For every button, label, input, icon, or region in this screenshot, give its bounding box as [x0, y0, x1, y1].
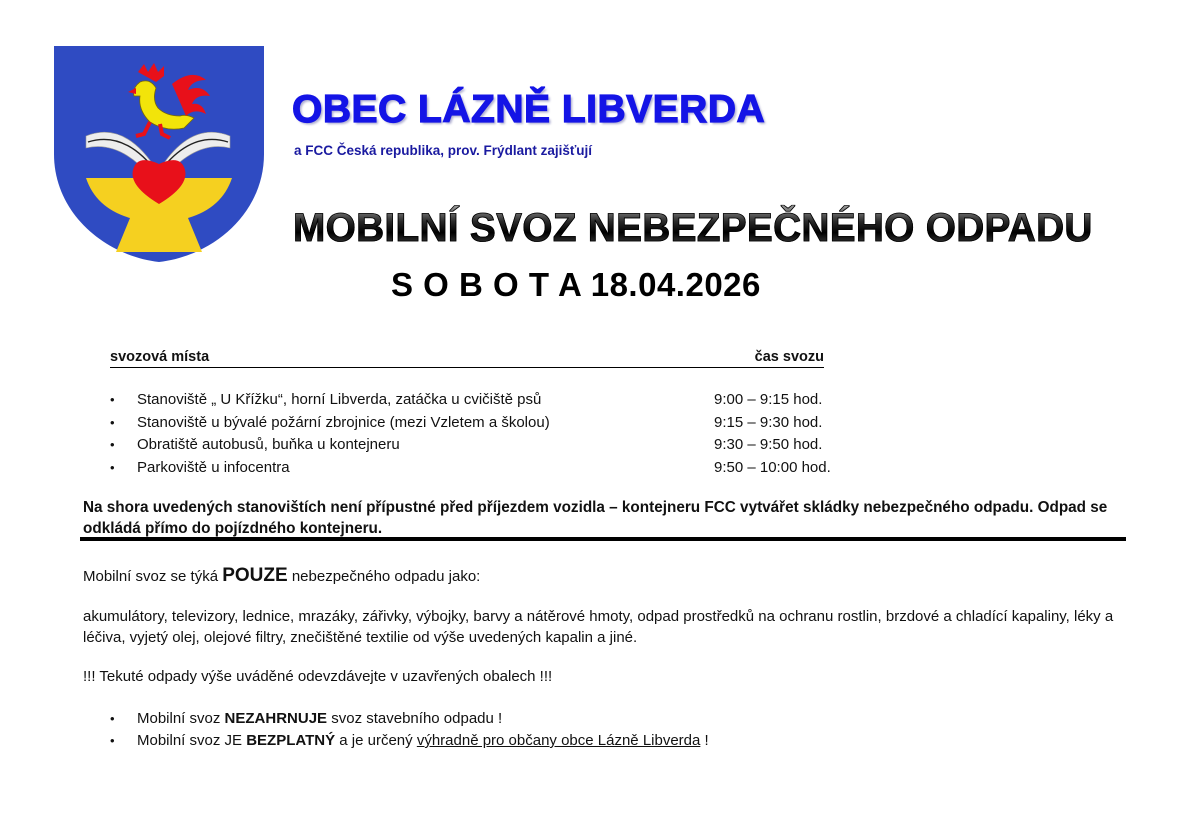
scope-intro: [83, 565, 480, 587]
schedule-row: [110, 414, 870, 437]
schedule-row: [110, 436, 870, 459]
schedule-header: [110, 349, 824, 368]
pickup-time: 9:00 – 9:15 hod.: [714, 391, 823, 408]
bullet-icon: •: [110, 414, 115, 430]
schedule-list: [110, 391, 870, 481]
bullet-icon: •: [110, 733, 115, 748]
waste-types: akumulátory, televizory, lednice, mrazáky, zářivky, výbojky, barvy a nátěrové hmoty, odpad prostředků na ochranu rostlin, brzdové a chladící kapaliny, léky a léčiva, vyjetý olej, olejové filtry, znečištěné textilie od výše uvedených kapalin a jiné.: [83, 608, 1114, 646]
pickup-place: Stanoviště u bývalé požární zbrojnice (mezi Vzletem a školou): [137, 413, 550, 431]
terms-text: Mobilní svoz JE BEZPLATNÝ a je určený výhradně pro občany obce Lázně Libverda !: [137, 732, 709, 749]
scope-emphasis: POUZE: [222, 565, 288, 586]
pickup-time: 9:15 – 9:30 hod.: [714, 413, 823, 431]
headline-text: MOBILNÍ SVOZ NEBEZPEČNÉHO ODPADU: [293, 206, 1098, 250]
liquid-warning: !!! Tekuté odpady výše uváděné odevzdávejte v uzavřených obalech !!!: [83, 668, 553, 685]
pickup-place: Obratiště autobusů, buňka u kontejneru: [137, 436, 400, 453]
pickup-place: Parkoviště u infocentra: [137, 458, 290, 476]
terms-list: [110, 710, 1010, 754]
bullet-icon: •: [110, 459, 115, 475]
pickup-place: Stanoviště „ U Křížku“, horní Libverda, zatáčka u cvičiště psů: [137, 391, 542, 408]
municipality-title: OBEC LÁZNĚ LIBVERDA: [292, 88, 766, 131]
schedule-row: [110, 391, 870, 414]
column-time: čas svozu: [754, 349, 824, 365]
column-places: svozová místa: [110, 349, 210, 365]
bullet-icon: •: [110, 711, 115, 726]
divider: [80, 537, 1126, 541]
terms-text: Mobilní svoz NEZAHRNUJE svoz stavebního odpadu !: [137, 710, 503, 727]
scope-intro-text: Mobilní svoz se týká: [83, 568, 223, 585]
pickup-time: 9:30 – 9:50 hod.: [714, 436, 823, 453]
dumping-notice: Na shora uvedených stanovištích není přípustné před příjezdem vozidla – kontejneru FCC vytvářet skládky nebezpečného odpadu. Odpad se odkládá přímo do pojízdného kontejneru.: [83, 499, 1108, 537]
scope-intro-text-end: nebezpečného odpadu jako:: [287, 568, 481, 585]
organizer-subtitle: a FCC Česká republika, prov. Frýdlant zajišťují: [294, 143, 593, 158]
pickup-time: 9:50 – 10:00 hod.: [714, 458, 831, 476]
residents-only-note: výhradně pro občany obce Lázně Libverda: [416, 732, 701, 749]
event-date: S O B O T A 18.04.2026: [391, 266, 761, 303]
coat-of-arms-icon: [52, 44, 266, 264]
bullet-icon: •: [110, 392, 115, 407]
terms-item: [110, 710, 1010, 732]
terms-item: [110, 732, 1010, 754]
schedule-row: [110, 459, 870, 482]
bullet-icon: •: [110, 437, 115, 452]
